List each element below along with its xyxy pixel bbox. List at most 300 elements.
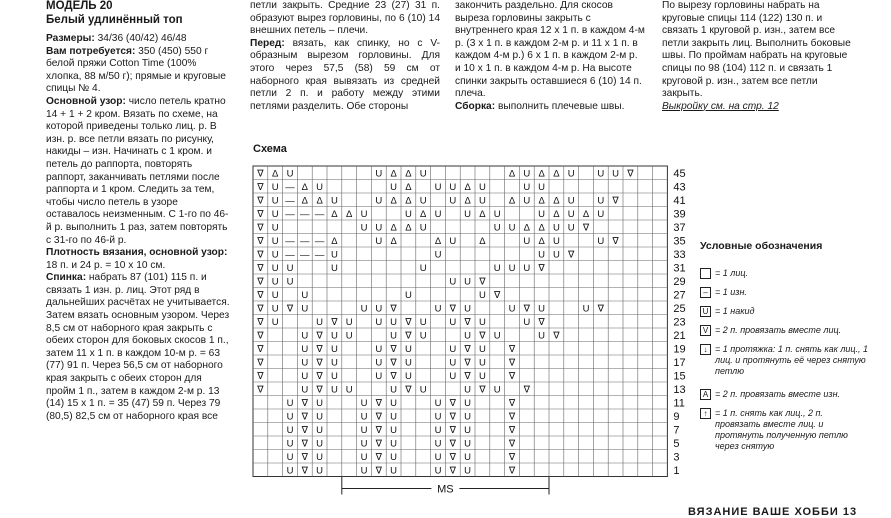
chart-stitch-symbol: U [375,370,383,382]
legend-text: = 2 п. провязать вместе изн. [715,389,841,399]
chart-row-number: 25 [673,302,686,315]
chart-stitch-symbol: ∆ [479,208,486,220]
chart-stitch-symbol: U [449,357,457,369]
chart-row-number: 11 [673,397,685,410]
chart-stitch-symbol: U [301,289,309,301]
chart-stitch-symbol: ∇ [508,357,516,369]
chart-stitch-symbol: U [449,316,457,328]
chart-stitch-symbol: ∆ [405,222,412,234]
chart-stitch-symbol: ∆ [301,181,308,193]
chart-stitch-symbol: U [390,181,398,193]
chart-stitch-symbol: ∇ [390,303,397,315]
chart-stitch-symbol: ∇ [405,384,412,396]
chart-stitch-symbol: U [360,465,368,477]
chart-stitch-symbol: ∇ [627,168,634,180]
chart-stitch-symbol: U [597,235,605,247]
chart-stitch-symbol: ∆ [583,208,589,220]
chart-stitch-symbol: U [301,330,309,342]
chart-stitch-symbol: ∇ [464,357,471,369]
legend-list [700,268,870,453]
chart-stitch-symbol: ∇ [449,424,456,436]
chart-stitch-symbol: ∇ [316,330,323,342]
chart-stitch-symbol: ∆ [405,168,412,180]
chart-row-number: 5 [673,437,680,450]
chart-stitch-symbol: ∇ [257,262,264,274]
chart-stitch-symbol: ∇ [316,357,323,369]
chart-stitch-symbol: ∇ [390,357,397,369]
chart-stitch-symbol: ∇ [390,370,397,382]
model-subtitle: Белый удлинённый топ [46,14,183,26]
density-text: 18 п. и 24 р. = 10 х 10 см. [46,259,166,271]
chart-stitch-symbol: ∇ [257,235,264,247]
chart-stitch-symbol: U [316,465,324,477]
chart-stitch-symbol: U [523,195,531,207]
materials-text: 350 (450) 550 г белой пряжи Cotton Time (100% хлопка, 88 м/50 г); прямые и круговые спицы № 4. [46,45,226,95]
chart-stitch-symbol: ∇ [316,384,323,396]
assembly-text: выполнить плечевые швы. [495,100,625,112]
legend-item [700,325,870,344]
chart-stitch-symbol: ∇ [508,465,516,477]
legend-item [700,268,870,287]
chart-stitch-symbol: ∇ [375,411,382,423]
chart-stitch-symbol: ∆ [538,222,545,234]
chart-stitch-symbol: U [360,208,368,220]
chart-stitch-symbol: U [597,168,605,180]
chart-stitch-symbol: ∇ [538,316,545,328]
chart-stitch-symbol: — [300,208,310,220]
chart-stitch-symbol: U [271,235,279,247]
chart-stitch-symbol: ∇ [464,343,471,355]
chart-row-number: 33 [673,248,686,261]
chart-stitch-symbol: ∇ [479,330,486,342]
chart-stitch-symbol: U [316,397,324,409]
chart-stitch-symbol: ∇ [508,370,516,382]
chart-row-number: 21 [673,329,686,342]
chart-stitch-symbol: U [271,303,279,315]
pattern-label: Основной узор: [46,95,126,107]
chart-stitch-symbol: ∆ [509,168,515,180]
chart-stitch-symbol: U [286,262,294,274]
chart-stitch-symbol: — [314,249,325,261]
chart-stitch-symbol: — [314,235,325,247]
chart-stitch-symbol: U [464,276,472,288]
front-label: Перед: [250,37,285,49]
chart-stitch-symbol: U [478,289,486,301]
legend-item [700,306,870,325]
chart-stitch-symbol: U [345,316,353,328]
chart-stitch-symbol: U [286,424,294,436]
chart-stitch-symbol: ∇ [257,168,264,180]
chart-stitch-symbol: U [330,330,338,342]
legend-title: Условные обозначения [700,240,823,252]
chart-stitch-symbol: U [286,168,294,180]
chart-stitch-symbol: ∇ [257,330,264,342]
chart-stitch-symbol: — [285,195,295,207]
chart-stitch-symbol: U [390,465,398,477]
chart-row-number: 19 [673,343,686,356]
chart-stitch-symbol: — [285,249,295,261]
chart-row-number: 1 [673,464,680,477]
chart-stitch-symbol: U [271,181,279,193]
chart-stitch-symbol: ∇ [449,465,456,477]
chart-stitch-symbol: U [449,235,457,247]
back-label: Спинка: [46,272,87,284]
chart-stitch-symbol: U [493,262,501,274]
chart-stitch-symbol: U [523,316,531,328]
sizes-text: 34/36 (40/42) 46/48 [94,33,187,44]
model-title: МОДЕЛЬ 20 [46,0,113,12]
chart-stitch-symbol: U [330,370,338,382]
chart-stitch-symbol: ∇ [582,222,590,234]
chart-stitch-symbol: ∇ [464,316,471,328]
chart-stitch-symbol: U [390,424,398,436]
chart-stitch-symbol: U [478,370,486,382]
chart-stitch-symbol: ∇ [257,316,264,328]
chart-stitch-symbol: U [375,222,383,234]
chart-stitch-symbol: ∇ [390,343,397,355]
chart-stitch-symbol: ∇ [405,330,412,342]
chart-stitch-symbol: ∇ [449,397,456,409]
chart-stitch-symbol: U [390,397,398,409]
chart-stitch-symbol: ∆ [390,168,397,180]
chart-stitch-symbol: U [597,208,605,220]
chart-stitch-symbol: U [552,235,560,247]
chart-stitch-symbol: ∆ [390,195,397,207]
chart-stitch-symbol: ∇ [464,370,471,382]
legend-item [700,389,870,408]
legend-symbol-icon: ↑ [700,408,711,419]
legend-item [700,344,870,389]
chart-stitch-symbol: U [464,424,472,436]
chart-stitch-symbol: U [375,168,383,180]
chart-stitch-symbol: U [552,249,560,261]
chart-stitch-symbol: ∇ [449,451,456,463]
chart-stitch-symbol: U [464,411,472,423]
chart-stitch-symbol: U [390,384,398,396]
chart-stitch-symbol: U [493,208,501,220]
chart-stitch-symbol: U [286,438,294,450]
chart-stitch-symbol: U [478,343,486,355]
chart-stitch-symbol: ∇ [612,235,619,247]
chart-stitch-symbol: U [330,343,338,355]
chart-stitch-symbol: U [434,451,442,463]
chart-row-number: 29 [673,275,686,288]
chart-stitch-symbol: U [271,222,279,234]
chart-row-number: 35 [673,235,686,248]
chart-stitch-symbol: ∇ [257,222,264,234]
chart-stitch-symbol: ∆ [479,235,486,247]
assembly-label: Сборка: [455,100,496,112]
chart-stitch-symbol: ∇ [508,411,516,423]
chart-stitch-symbol: U [419,330,427,342]
legend-symbol-icon: A [700,389,711,400]
chart-stitch-symbol: U [434,424,442,436]
chart-stitch-symbol: ∇ [538,262,545,274]
chart-stitch-symbol: ∇ [257,249,264,261]
chart-stitch-symbol: ∆ [405,195,412,207]
chart-stitch-symbol: U [434,411,442,423]
chart-stitch-symbol: U [271,208,279,220]
chart-stitch-symbol: U [375,357,383,369]
chart-row-number: 31 [673,262,686,275]
chart-stitch-symbol: ∆ [390,222,397,234]
back-continued-text: петли закрыть. Средние 23 (27) 31 п. образуют вырез горловины, по 6 (10) 14 внешних петель – плечи. [250,0,440,37]
chart-stitch-symbol: ∇ [479,384,486,396]
chart-stitch-symbol: U [464,208,472,220]
legend-text: = 1 протяжка: 1 п. снять как лиц., 1 лиц. и протянуть её через снятую петлю [715,344,869,376]
chart-stitch-symbol: — [300,235,310,247]
chart-stitch-symbol: U [286,465,294,477]
chart-stitch-symbol: U [508,303,516,315]
chart-stitch-symbol: U [330,357,338,369]
chart-row-number: 3 [673,451,680,464]
rapport-label: MS [437,483,454,496]
chart-stitch-symbol: U [301,370,309,382]
chart-stitch-symbol: U [404,370,412,382]
chart-stitch-symbol: U [286,276,294,288]
chart-stitch-symbol: U [523,168,531,180]
chart-stitch-symbol: U [271,249,279,261]
chart-stitch-symbol: U [375,235,383,247]
pattern-text: число петель кратно 14 + 1 + 2 кром. Вязать по схеме, на которой приведены только лиц. р. В изн. р. все петли вязать по рисунку, накиды – изн. Начинать с 1 кром. и петель до раппорта, повторять раппорт, заканчивать петлями после раппорта и 1 кром. Следить за тем, чтобы число петель в узоре оставалось неизменным. С 1-го по 46-й р. выполнить 1 раз, затем повторять с 31-го по 46-й р. [46,95,229,246]
chart-stitch-symbol: ∇ [568,249,575,261]
chart-row-number: 45 [673,167,686,180]
legend-text: = 1 изн. [715,287,747,297]
chart-stitch-symbol: U [390,316,398,328]
chart-stitch-symbol: U [301,357,309,369]
legend-symbol-icon: ↓ [700,344,711,355]
chart-stitch-symbol: U [316,181,324,193]
chart-stitch-symbol: ∇ [316,343,323,355]
chart-stitch-symbol: ∆ [301,195,308,207]
chart-stitch-symbol: U [404,289,412,301]
chart-stitch-symbol: U [404,208,412,220]
chart-stitch-symbol: U [434,181,442,193]
chart-stitch-symbol: — [285,181,295,193]
chart-stitch-symbol: U [493,222,501,234]
chart-stitch-symbol: U [478,181,486,193]
chart-stitch-symbol: ∇ [449,303,456,315]
chart-stitch-symbol: ∇ [612,195,619,207]
chart-stitch-symbol: U [301,384,309,396]
chart-stitch-symbol: ∆ [331,235,338,247]
chart-stitch-symbol: ∆ [331,208,338,220]
chart-stitch-symbol: U [567,168,575,180]
chart-stitch-symbol: ∇ [508,451,516,463]
chart-stitch-symbol: ∆ [538,168,545,180]
chart-stitch-symbol: ∇ [405,316,412,328]
chart-stitch-symbol: U [271,195,279,207]
chart-stitch-symbol: U [345,330,353,342]
chart-stitch-symbol: U [493,384,501,396]
chart-stitch-symbol: U [375,303,383,315]
chart-stitch-symbol: ∆ [464,195,471,207]
chart-stitch-symbol: ∆ [405,181,412,193]
chart-stitch-symbol: U [449,370,457,382]
chart-stitch-symbol: U [330,262,338,274]
chart-stitch-symbol: U [538,249,546,261]
chart-row-number: 41 [673,194,686,207]
density-label: Плотность вязания, основной узор: [46,247,228,259]
chart-stitch-symbol: ∆ [538,235,545,247]
chart-stitch-symbol: ∆ [523,222,530,234]
chart-stitch-symbol: ∆ [464,181,471,193]
chart-stitch-symbol: U [390,438,398,450]
sizes-label: Размеры: [46,33,95,44]
chart-stitch-symbol: U [271,316,279,328]
chart-stitch-symbol: ∇ [316,370,323,382]
chart-stitch-symbol: ∇ [375,424,382,436]
chart-stitch-symbol: ∆ [272,168,279,180]
chart-stitch-symbol: U [434,438,442,450]
chart-stitch-symbol: U [434,208,442,220]
chart-stitch-symbol: U [330,384,338,396]
chart-stitch-symbol: ∆ [509,195,515,207]
chart-stitch-symbol: U [301,343,309,355]
chart-stitch-symbol: ∆ [538,195,545,207]
chart-stitch-symbol: U [419,262,427,274]
legend-text: = 1 п. снять как лиц., 2 п. провязать вместе лиц. и протянуть полученную петлю через снятую [715,408,848,451]
chart-stitch-symbol: U [552,222,560,234]
chart-stitch-symbol: U [345,384,353,396]
chart-stitch-symbol: ∆ [316,195,323,207]
chart-stitch-symbol: U [271,289,279,301]
materials-label: Вам потребуется: [46,45,136,57]
chart-stitch-symbol: U [508,262,516,274]
chart-stitch-symbol: U [360,424,368,436]
chart-stitch-symbol: U [316,424,324,436]
chart-stitch-symbol: U [360,411,368,423]
chart-stitch-symbol: ∇ [257,370,264,382]
chart-stitch-symbol: U [375,343,383,355]
chart-stitch-symbol: U [449,343,457,355]
chart-stitch-symbol: ∇ [597,303,604,315]
chart-stitch-symbol: ∇ [375,465,382,477]
legend-text: = 1 накид [715,306,755,316]
chart-stitch-symbol: U [478,316,486,328]
chart-stitch-symbol: U [464,397,472,409]
chart-row-number: 39 [673,208,686,221]
legend-symbol-icon [700,268,711,279]
chart-stitch-symbol: U [419,316,427,328]
legend-text: = 2 п. провязать вместе лиц. [715,325,842,335]
chart-stitch-symbol: U [419,195,427,207]
chart-row-number: 15 [673,370,686,383]
chart-stitch-symbol: U [360,397,368,409]
chart-stitch-symbol: U [434,249,442,261]
chart-stitch-symbol: U [449,276,457,288]
chart-row-number: 23 [673,316,686,329]
chart-stitch-symbol: U [449,181,457,193]
chart-stitch-symbol: ∇ [523,384,530,396]
chart-stitch-symbol: U [538,208,546,220]
chart-stitch-symbol: U [390,330,398,342]
chart-stitch-symbol: U [330,249,338,261]
chart-row-number: 9 [673,410,680,423]
chart-stitch-symbol: ∇ [301,424,308,436]
chart-stitch-symbol: ∇ [523,303,530,315]
chart-stitch-symbol: U [464,438,472,450]
chart-stitch-symbol: ∇ [449,438,456,450]
legend-text: = 1 лиц. [715,268,748,278]
chart-stitch-symbol: U [286,397,294,409]
chart-stitch-symbol: U [316,438,324,450]
chart-stitch-symbol: U [419,384,427,396]
chart-row-number: 43 [673,181,686,194]
chart-stitch-symbol: U [464,303,472,315]
chart-stitch-symbol: ∆ [553,208,560,220]
chart-row-number: 37 [673,221,686,234]
legend-item [700,287,870,306]
chart-stitch-symbol: U [582,303,590,315]
chart-stitch-symbol: ∇ [301,451,308,463]
chart-stitch-symbol: ∆ [435,235,441,247]
chart-stitch-symbol: U [464,384,472,396]
chart-stitch-symbol: ∇ [479,276,486,288]
chart-stitch-symbol: U [538,303,546,315]
chart-stitch-symbol: ∇ [257,303,264,315]
chart-stitch-symbol: ∇ [508,397,516,409]
chart-row-number: 13 [673,383,686,396]
chart-stitch-symbol: U [523,262,531,274]
chart-stitch-symbol: ∇ [375,397,382,409]
chart-stitch-symbol: ∇ [301,465,308,477]
pattern-page-link[interactable]: Выкройку см. на стр. 12 [662,100,779,112]
chart-stitch-symbol: ∇ [301,397,308,409]
chart-stitch-symbol: ∇ [508,343,516,355]
chart-stitch-symbol: U [316,316,324,328]
chart-row-number: 7 [673,424,680,437]
chart-stitch-symbol: U [538,330,546,342]
chart-stitch-symbol: U [478,357,486,369]
chart-title: Схема [253,143,287,155]
chart-stitch-symbol: U [523,235,531,247]
legend-symbol-icon: U [700,306,711,317]
chart-stitch-symbol: ∇ [449,411,456,423]
chart-stitch-symbol: U [449,195,457,207]
back-text: набрать 87 (101) 115 п. и связать 1 изн. р. лиц. Этот ряд в дальнейших расчётах не учитывается. Затем вязать основным узором. Через 8,5 см от наборного края закрыть с обеих сторон для боковых скосов 1 п., затем 11 х 1 п. в каждом 10-м р. = 63 (77) 91 п. Через 56,5 см от наборного края закрыть с обеих сторон для пройм 1 п., затем в каждом 2-м р. 13 (14) 15 х 1 п. = 35 (47) 59 п. Через 79 (80,5) 82,5 см от наборного края все [46,272,230,422]
chart-stitch-symbol: U [567,222,575,234]
legend [700,240,870,453]
page-footer: ВЯЗАНИЕ ВАШЕ ХОББИ 13 [688,506,858,518]
chart-stitch-symbol: ∇ [508,438,516,450]
chart-row-number: 27 [673,289,686,302]
legend-symbol-icon: – [700,287,711,298]
chart-stitch-symbol: ∇ [494,289,501,301]
chart-stitch-symbol: ∇ [553,330,560,342]
chart-stitch-symbol: U [360,303,368,315]
chart-stitch-symbol: U [464,451,472,463]
chart-stitch-symbol: U [360,438,368,450]
chart-stitch-symbol: ∇ [257,343,264,355]
chart-stitch-symbol: ∆ [420,208,427,220]
chart-stitch-symbol: ∇ [375,451,382,463]
chart-stitch-symbol: U [434,397,442,409]
chart-stitch-symbol: ∆ [390,235,397,247]
chart-stitch-symbol: U [301,303,309,315]
chart-stitch-symbol: — [285,235,295,247]
chart-stitch-symbol: ∇ [257,181,264,193]
chart-stitch-symbol: ∇ [257,384,264,396]
chart-stitch-symbol: ∇ [331,316,338,328]
chart-stitch-symbol: U [493,330,501,342]
chart-stitch-symbol: U [404,357,412,369]
finishing-text: По вырезу горловины набрать на круговые спицы 114 (122) 130 п. и связать 1 круговой р. изн., затем все петли закрыть лиц. Выполнить боковые швы. По проймам набрать на круговые спицы по 98 (104) 112 п. и связать 1 круговой р. изн., затем все петли закрыть. [662,0,851,100]
chart-stitch-symbol: ∇ [257,289,264,301]
chart-stitch-symbol: ∇ [257,195,264,207]
chart-stitch-symbol: U [286,411,294,423]
chart-stitch-symbol: U [360,222,368,234]
